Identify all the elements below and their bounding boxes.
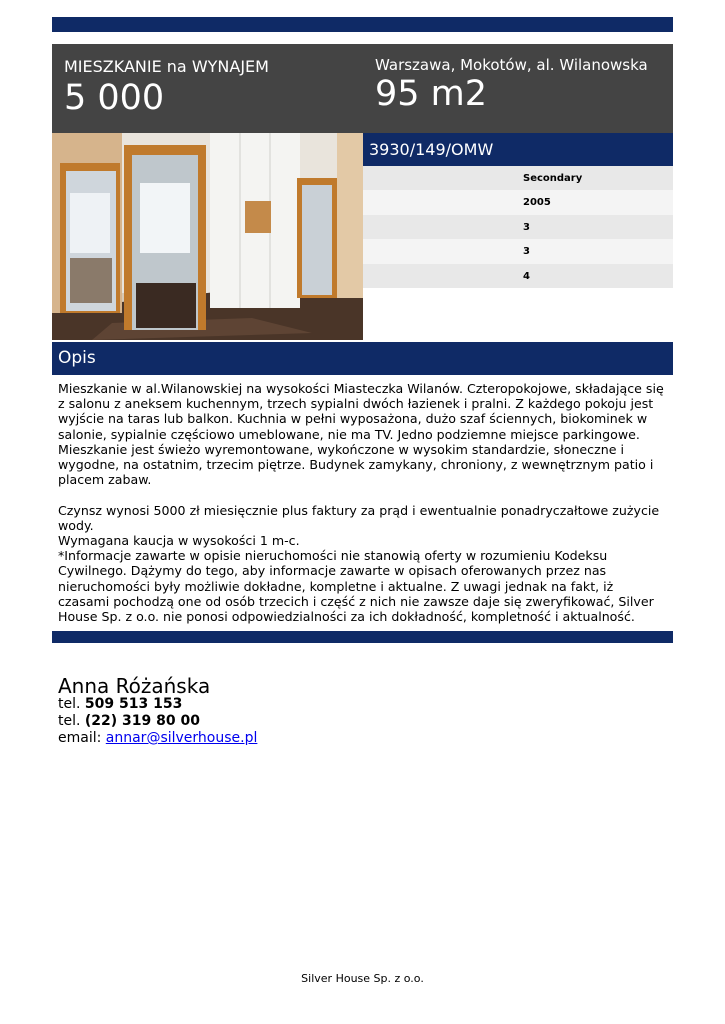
description-heading-bar [52,342,673,375]
email-label: email: [58,730,102,746]
property-photo [52,133,363,340]
price: 5 000 [64,78,165,118]
param-row [363,166,673,190]
phone-line [58,713,200,730]
description-heading: Opis [58,348,96,368]
description-text: Mieszkanie w al.Wilanowskiej na wysokości Miasteczka Wilanów. Czteropokojowe, składające się z salonu z aneksem kuchennym, trzech sypialni dwóch łazienek i pralni. Z każdego pokoju jest wyjście na taras lub balkon. Kuchnia w pełni wyposażona, dużo szaf ściennych, biokominek w salonie, sypialnie częściowo umeblowane, nie ma TV. Jedno podziemne miejsce parkingowe. Mieszkanie jest świeżo wyremontowane, wykończone w wysokim standardzie, słoneczne i wygodne, na ostatnim, trzecim piętrze. Budynek zamykany, chroniony, z wewnętrznym patio i placem zabaw. Czynsz wynosi 5000 zł miesięcznie plus faktury za prąd i ewentualnie ponadryczałtowe zużycie wody. Wymagana kaucja w wysokości 1 m-c. *Informacje zawarte w opisie nieruchomości nie stanowią oferty w rozumieniu Kodeksu Cywilnego. Dążymy do tego, aby informacje zawarte w opisach oferowanych przez nas nieruchomości były możliwie dokładne, kompletne i aktualne. Z uwagi jednak na fakt, iż czasami pochodzą one od osób trzecich i część z nich nie zawsze daje się zweryfikować, Silver House Sp. z o.o. nie ponosi odpowiedzialności za ich dokładność, kompletność i aktualność. [58,381,664,625]
param-row [363,239,673,263]
area: 95 m2 [375,74,488,114]
mobile-number[interactable]: 509 513 153 [84,696,183,712]
phone-number[interactable]: (22) 319 80 00 [84,713,200,729]
param-value: Secondary [523,173,583,184]
top-accent-bar [52,17,673,32]
param-value: 4 [523,270,530,282]
param-value: 3 [523,246,530,258]
listing-header [52,44,673,133]
footer-company: Silver House Sp. z o.o. [301,972,424,985]
param-row [363,264,673,288]
param-row [363,190,673,214]
param-row [363,215,673,239]
param-value: 3 [523,221,530,233]
bottom-accent-bar [52,631,673,643]
reference-number: 3930/149/OMW [369,140,494,159]
param-value: 2005 [523,197,551,209]
reference-number-bar [363,133,673,166]
parameters-table [363,166,673,288]
location: Warszawa, Mokotów, al. Wilanowska [375,56,648,74]
offer-type: MIESZKANIE na WYNAJEM [64,57,269,76]
tel-label: tel. [58,713,81,729]
email-line [58,730,257,747]
agent-name: Anna Różańska [58,674,211,698]
email-link[interactable]: annar@silverhouse.pl [105,730,258,746]
mobile-line [58,696,182,713]
tel-label: tel. [58,696,81,712]
